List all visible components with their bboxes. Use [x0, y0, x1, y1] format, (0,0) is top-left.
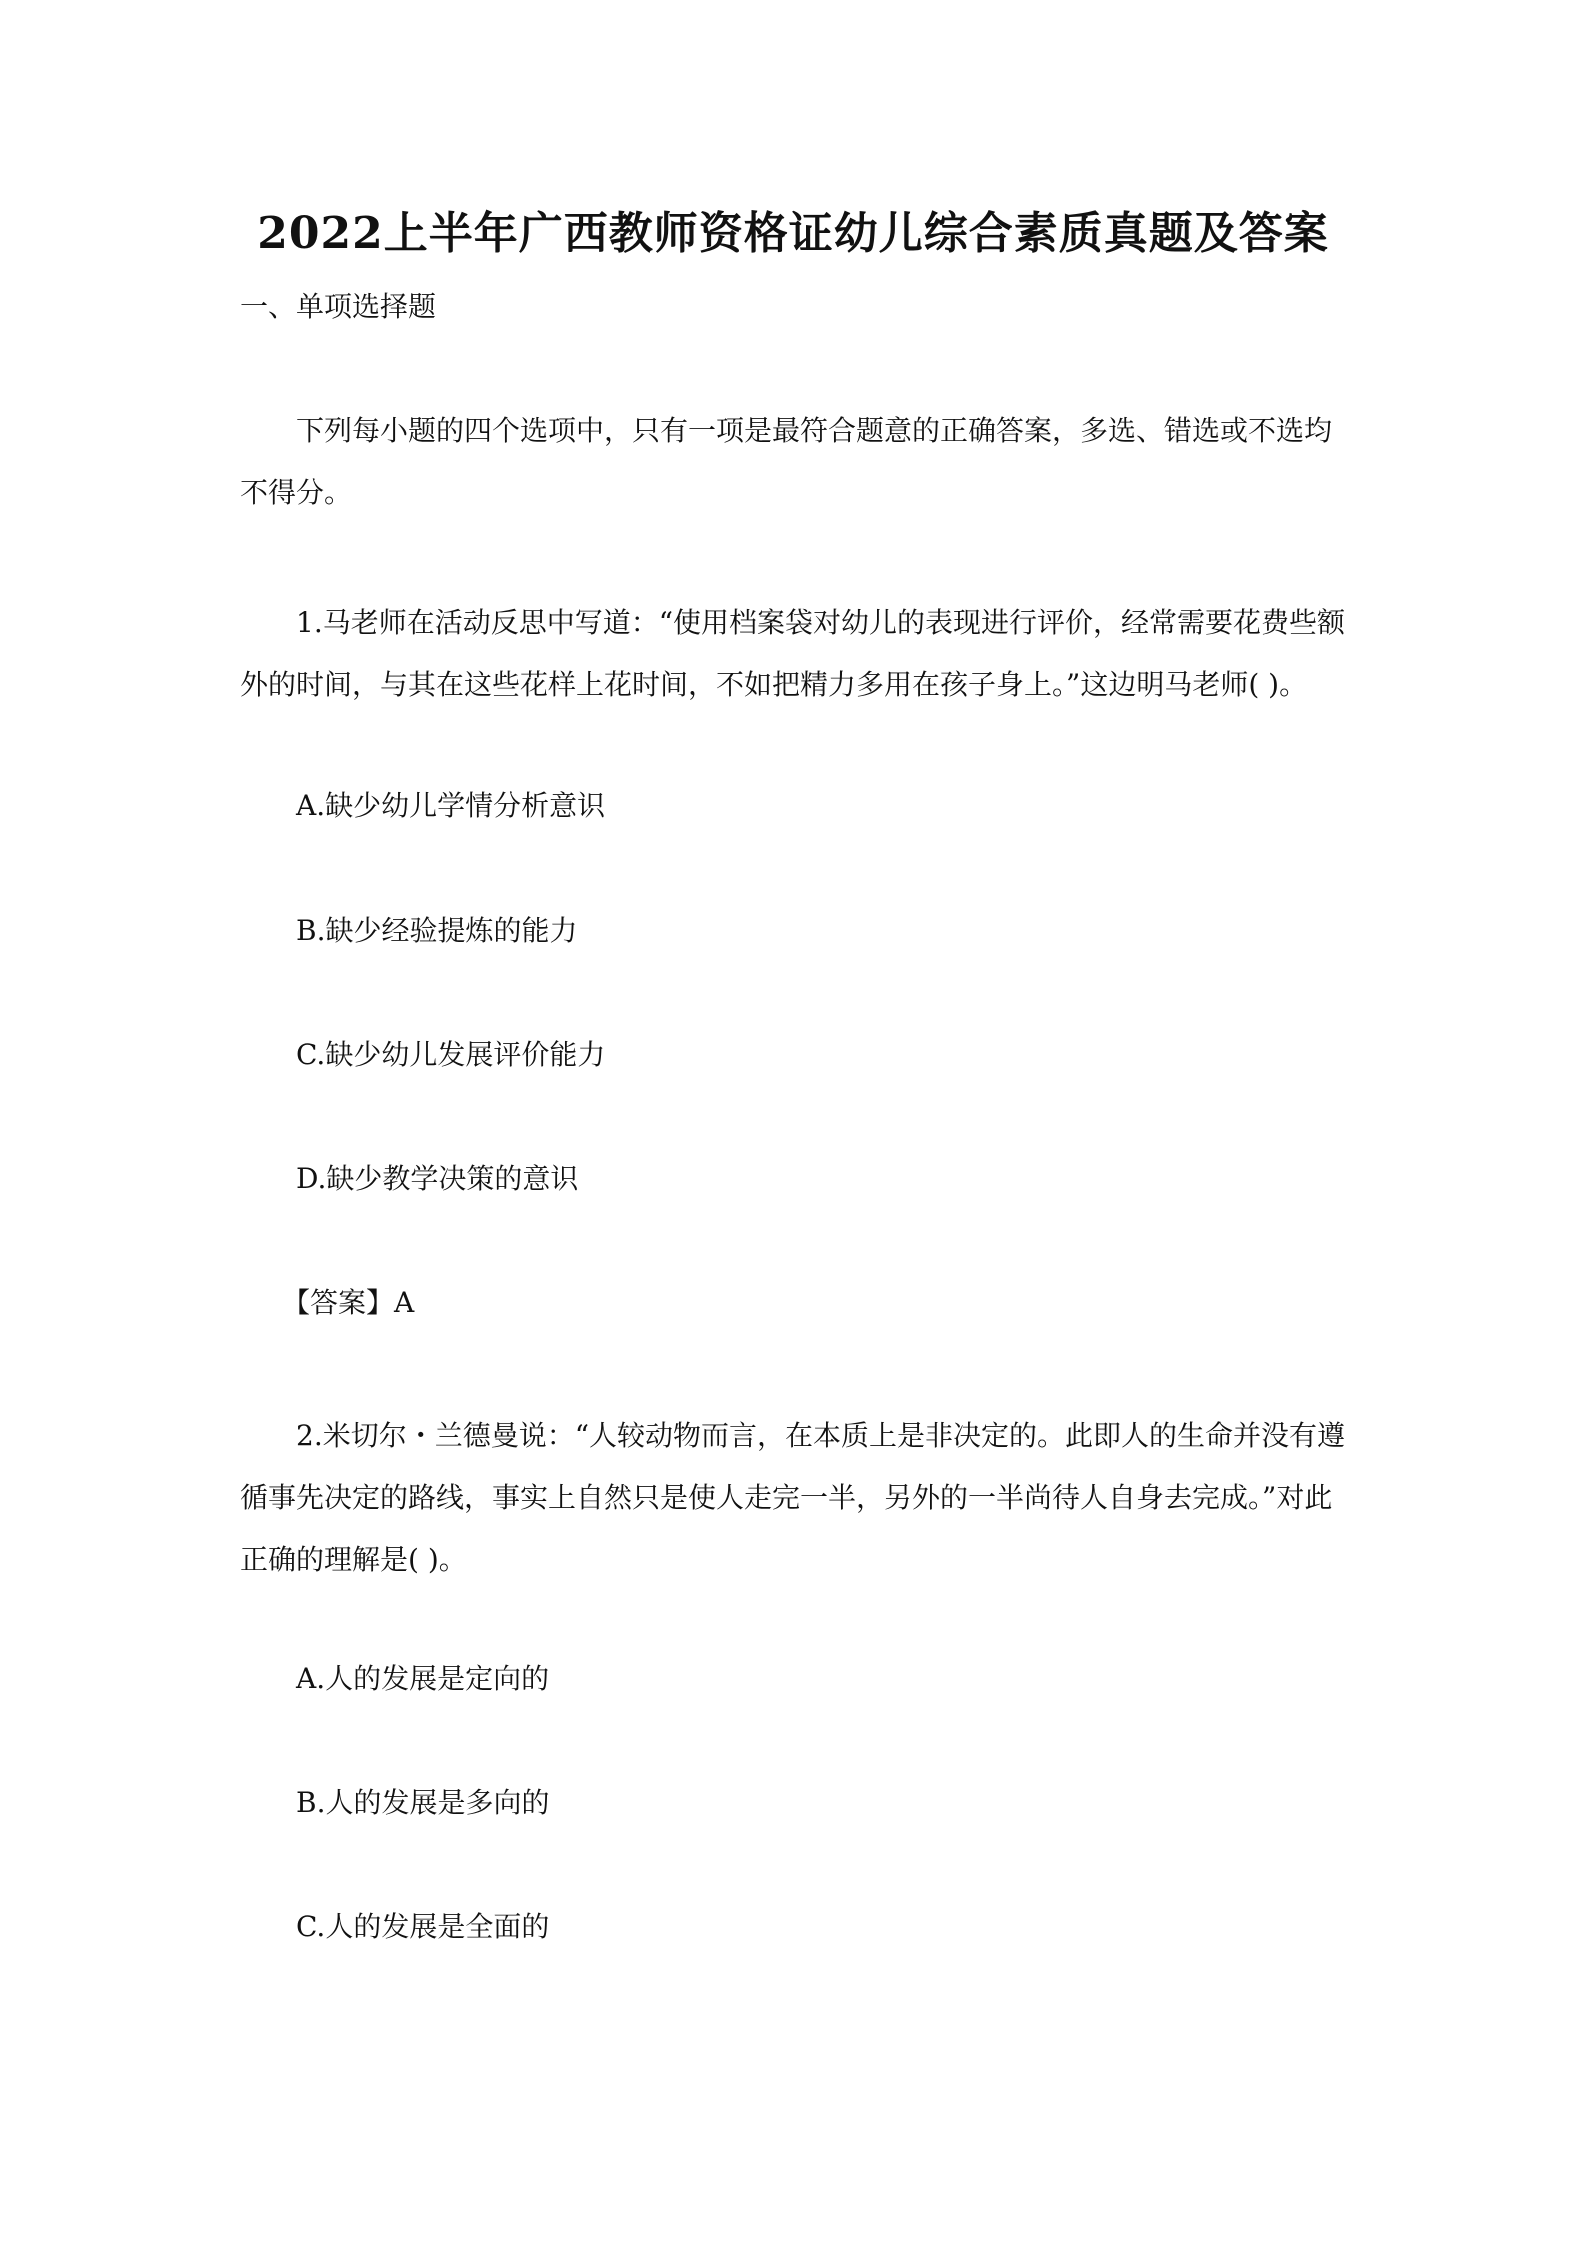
- question-1-answer: 【答案】A: [282, 1286, 415, 1319]
- section-heading: 一、单项选择题: [240, 290, 437, 323]
- question-1-stem: 1.马老师在活动反思中写道：“使用档案袋对幼儿的表现进行评价，经常需要花费些额外的时间，与其在这些花样上花时间，不如把精力多用在孩子身上。”这边明马老师( )。: [240, 606, 1346, 701]
- question-1-option-a: A.缺少幼儿学情分析意识: [296, 789, 606, 822]
- question-1-option-b: B.缺少经验提炼的能力: [296, 914, 578, 947]
- question-2-option-a: A.人的发展是定向的: [296, 1662, 550, 1695]
- instructions-paragraph: 下列每小题的四个选项中，只有一项是最符合题意的正确答案，多选、错选或不选均不得分。: [240, 414, 1333, 509]
- question-1-option-d: D.缺少教学决策的意识: [296, 1162, 579, 1195]
- question-2-option-c: C.人的发展是全面的: [296, 1910, 550, 1943]
- question-2-option-b: B.人的发展是多向的: [296, 1786, 550, 1819]
- question-2-stem: 2.米切尔・兰德曼说：“人较动物而言，在本质上是非决定的。此即人的生命并没有遵循事先决定的路线，事实上自然只是使人走完一半，另外的一半尚待人自身去完成。”对此正确的理解是( )。: [240, 1419, 1346, 1576]
- question-1-option-c: C.缺少幼儿发展评价能力: [296, 1038, 606, 1071]
- document-title: 2022上半年广西教师资格证幼儿综合素质真题及答案: [257, 208, 1329, 259]
